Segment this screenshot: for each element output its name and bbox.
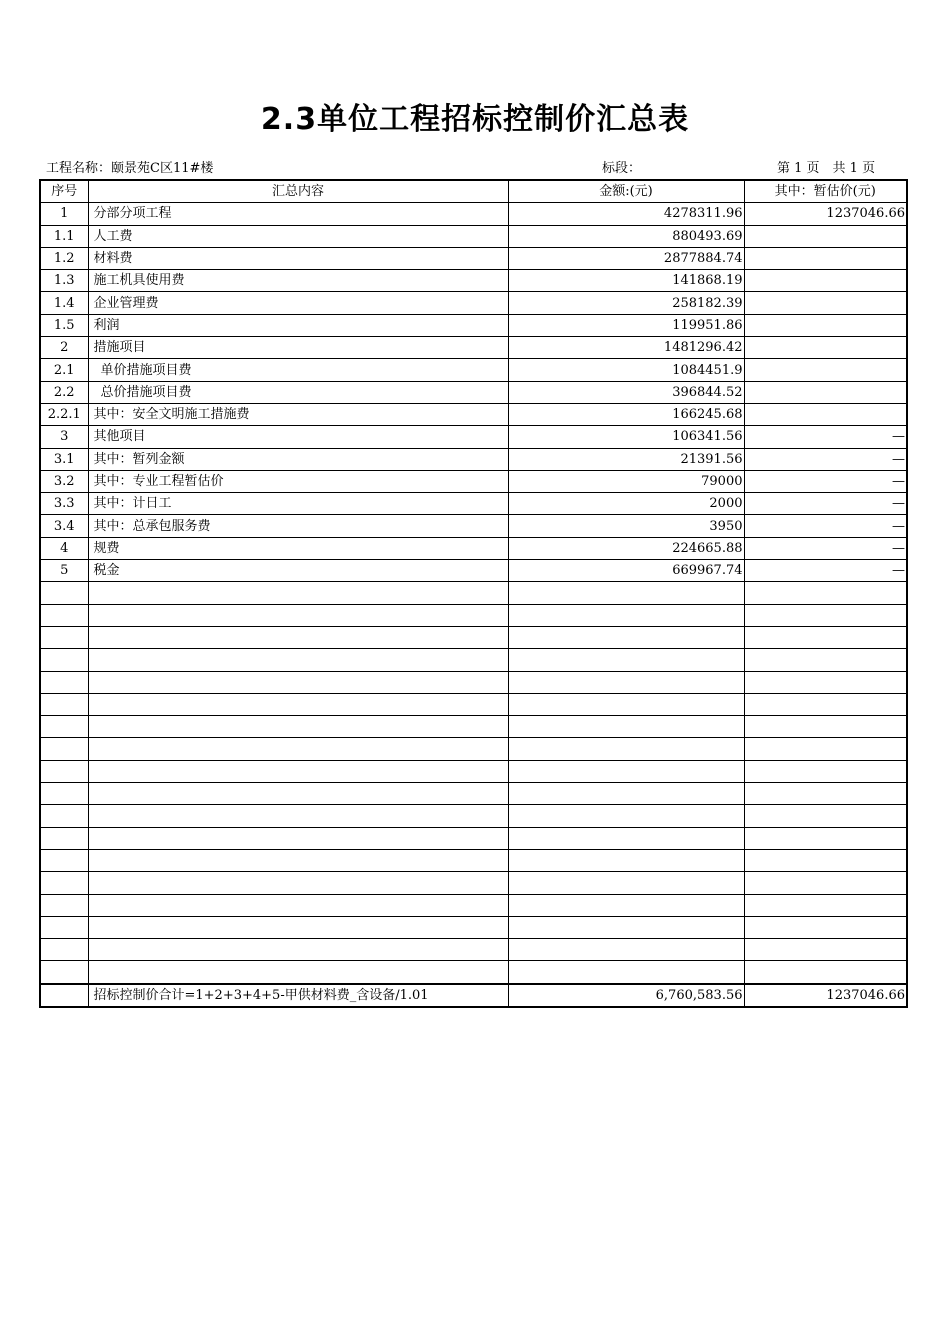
empty-row — [40, 827, 907, 849]
row-seq: 3.3 — [40, 493, 88, 515]
empty-cell — [744, 649, 907, 671]
empty-row — [40, 805, 907, 827]
row-amount: 166245.68 — [508, 403, 744, 425]
row-seq: 4 — [40, 537, 88, 559]
empty-cell — [88, 961, 508, 984]
page-title: 2.3单位工程招标控制价汇总表 — [260, 102, 690, 137]
row-name: 单价措施项目费 — [88, 359, 508, 381]
row-amount: 79000 — [508, 470, 744, 492]
empty-cell — [40, 671, 88, 693]
table-row — [40, 403, 907, 425]
section-label: 标段： — [602, 161, 642, 176]
row-estimate: — — [744, 426, 907, 448]
empty-row — [40, 961, 907, 984]
empty-cell — [40, 626, 88, 648]
row-seq: 5 — [40, 560, 88, 582]
empty-cell — [508, 916, 744, 938]
empty-cell — [40, 760, 88, 782]
total-row — [40, 984, 907, 1007]
empty-cell — [744, 582, 907, 604]
header-estimate: 其中：暂估价(元) — [744, 180, 907, 203]
total-seq — [40, 984, 88, 1007]
empty-cell — [744, 894, 907, 916]
empty-cell — [744, 760, 907, 782]
row-seq: 1.4 — [40, 292, 88, 314]
empty-cell — [40, 649, 88, 671]
table-row — [40, 426, 907, 448]
empty-cell — [744, 783, 907, 805]
row-seq: 2 — [40, 337, 88, 359]
empty-cell — [508, 805, 744, 827]
empty-cell — [508, 582, 744, 604]
empty-cell — [88, 626, 508, 648]
empty-cell — [508, 894, 744, 916]
empty-cell — [88, 671, 508, 693]
empty-cell — [88, 827, 508, 849]
table-row — [40, 470, 907, 492]
empty-cell — [508, 849, 744, 871]
table-row — [40, 493, 907, 515]
empty-cell — [88, 649, 508, 671]
table-row — [40, 247, 907, 269]
row-name: 税金 — [88, 560, 508, 582]
empty-cell — [88, 738, 508, 760]
empty-cell — [744, 805, 907, 827]
row-amount: 1481296.42 — [508, 337, 744, 359]
table-row — [40, 337, 907, 359]
table-row — [40, 270, 907, 292]
row-estimate: — — [744, 448, 907, 470]
empty-cell — [88, 760, 508, 782]
row-estimate — [744, 270, 907, 292]
total-label: 招标控制价合计=1+2+3+4+5-甲供材料费_含设备/1.01 — [88, 984, 508, 1007]
table-row — [40, 537, 907, 559]
row-name: 企业管理费 — [88, 292, 508, 314]
empty-cell — [508, 939, 744, 961]
empty-row — [40, 626, 907, 648]
row-name: 措施项目 — [88, 337, 508, 359]
empty-cell — [508, 961, 744, 984]
empty-cell — [88, 716, 508, 738]
row-amount: 119951.86 — [508, 314, 744, 336]
empty-cell — [88, 849, 508, 871]
empty-cell — [88, 872, 508, 894]
row-name: 规费 — [88, 537, 508, 559]
empty-row — [40, 693, 907, 715]
table-row — [40, 515, 907, 537]
table-row — [40, 225, 907, 247]
row-estimate — [744, 403, 907, 425]
row-seq: 1.2 — [40, 247, 88, 269]
row-seq: 3.4 — [40, 515, 88, 537]
row-amount: 1084451.9 — [508, 359, 744, 381]
empty-cell — [40, 604, 88, 626]
page-number: 第 1 页 共 1 页 — [777, 161, 876, 176]
empty-cell — [88, 916, 508, 938]
empty-row — [40, 582, 907, 604]
empty-cell — [508, 760, 744, 782]
empty-cell — [40, 693, 88, 715]
row-estimate: — — [744, 515, 907, 537]
empty-cell — [744, 626, 907, 648]
empty-row — [40, 738, 907, 760]
row-name: 分部分项工程 — [88, 203, 508, 225]
row-name: 利润 — [88, 314, 508, 336]
empty-cell — [744, 738, 907, 760]
row-seq: 1.3 — [40, 270, 88, 292]
row-name: 其中：总承包服务费 — [88, 515, 508, 537]
row-seq: 3 — [40, 426, 88, 448]
total-amount: 6,760,583.56 — [508, 984, 744, 1007]
empty-row — [40, 939, 907, 961]
row-amount: 880493.69 — [508, 225, 744, 247]
header-amount: 金额:(元) — [508, 180, 744, 203]
empty-cell — [88, 693, 508, 715]
empty-cell — [744, 693, 907, 715]
empty-row — [40, 872, 907, 894]
empty-row — [40, 783, 907, 805]
row-amount: 21391.56 — [508, 448, 744, 470]
empty-cell — [744, 916, 907, 938]
row-estimate — [744, 359, 907, 381]
empty-cell — [40, 916, 88, 938]
row-amount: 2877884.74 — [508, 247, 744, 269]
empty-cell — [40, 582, 88, 604]
header-row — [40, 180, 907, 203]
empty-cell — [88, 582, 508, 604]
row-amount: 2000 — [508, 493, 744, 515]
empty-cell — [508, 827, 744, 849]
empty-row — [40, 760, 907, 782]
empty-row — [40, 649, 907, 671]
total-estimate: 1237046.66 — [744, 984, 907, 1007]
empty-row — [40, 894, 907, 916]
row-estimate — [744, 247, 907, 269]
row-name: 其中：暂列金额 — [88, 448, 508, 470]
row-estimate — [744, 337, 907, 359]
empty-cell — [88, 604, 508, 626]
empty-cell — [744, 872, 907, 894]
row-amount: 4278311.96 — [508, 203, 744, 225]
row-estimate: 1237046.66 — [744, 203, 907, 225]
row-seq: 1.1 — [40, 225, 88, 247]
row-name: 其中：安全文明施工措施费 — [88, 403, 508, 425]
empty-cell — [88, 805, 508, 827]
empty-cell — [508, 693, 744, 715]
empty-cell — [40, 849, 88, 871]
empty-cell — [40, 716, 88, 738]
empty-cell — [744, 827, 907, 849]
empty-cell — [40, 827, 88, 849]
empty-cell — [88, 783, 508, 805]
table-row — [40, 359, 907, 381]
empty-row — [40, 716, 907, 738]
row-name: 材料费 — [88, 247, 508, 269]
empty-cell — [40, 738, 88, 760]
empty-cell — [508, 716, 744, 738]
row-seq: 2.2 — [40, 381, 88, 403]
empty-cell — [40, 939, 88, 961]
empty-cell — [744, 849, 907, 871]
empty-row — [40, 604, 907, 626]
row-name: 人工费 — [88, 225, 508, 247]
row-seq: 3.2 — [40, 470, 88, 492]
header-name: 汇总内容 — [88, 180, 508, 203]
row-estimate: — — [744, 560, 907, 582]
row-estimate — [744, 381, 907, 403]
empty-cell — [744, 716, 907, 738]
empty-cell — [40, 805, 88, 827]
table-row — [40, 381, 907, 403]
empty-cell — [508, 626, 744, 648]
row-seq: 2.2.1 — [40, 403, 88, 425]
row-amount: 224665.88 — [508, 537, 744, 559]
empty-cell — [508, 649, 744, 671]
empty-cell — [744, 961, 907, 984]
summary-table — [39, 179, 908, 1008]
row-name: 施工机具使用费 — [88, 270, 508, 292]
row-estimate — [744, 225, 907, 247]
row-amount: 396844.52 — [508, 381, 744, 403]
empty-cell — [508, 604, 744, 626]
row-seq: 1.5 — [40, 314, 88, 336]
empty-row — [40, 916, 907, 938]
row-estimate — [744, 314, 907, 336]
row-amount: 3950 — [508, 515, 744, 537]
table-row — [40, 560, 907, 582]
empty-cell — [508, 738, 744, 760]
empty-cell — [40, 894, 88, 916]
empty-cell — [508, 783, 744, 805]
empty-row — [40, 849, 907, 871]
row-name: 其中：计日工 — [88, 493, 508, 515]
empty-cell — [744, 671, 907, 693]
project-name: 工程名称：颐景苑C区11#楼 — [46, 161, 214, 176]
row-estimate: — — [744, 493, 907, 515]
row-name: 其他项目 — [88, 426, 508, 448]
empty-cell — [744, 604, 907, 626]
row-estimate — [744, 292, 907, 314]
empty-cell — [40, 783, 88, 805]
table-row — [40, 448, 907, 470]
row-seq: 3.1 — [40, 448, 88, 470]
row-amount: 669967.74 — [508, 560, 744, 582]
empty-cell — [40, 961, 88, 984]
empty-cell — [88, 894, 508, 916]
empty-cell — [508, 671, 744, 693]
empty-cell — [88, 939, 508, 961]
row-name: 总价措施项目费 — [88, 381, 508, 403]
header-seq: 序号 — [40, 180, 88, 203]
row-amount: 106341.56 — [508, 426, 744, 448]
row-amount: 258182.39 — [508, 292, 744, 314]
empty-cell — [40, 872, 88, 894]
row-seq: 2.1 — [40, 359, 88, 381]
row-name: 其中：专业工程暂估价 — [88, 470, 508, 492]
table-row — [40, 314, 907, 336]
row-estimate: — — [744, 470, 907, 492]
empty-cell — [744, 939, 907, 961]
table-row — [40, 203, 907, 225]
empty-cell — [508, 872, 744, 894]
row-seq: 1 — [40, 203, 88, 225]
empty-row — [40, 671, 907, 693]
row-amount: 141868.19 — [508, 270, 744, 292]
row-estimate: — — [744, 537, 907, 559]
table-row — [40, 292, 907, 314]
